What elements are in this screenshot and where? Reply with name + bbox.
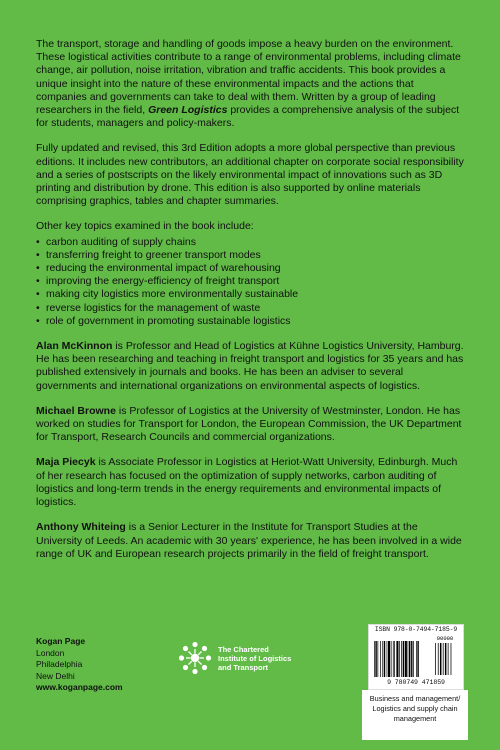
intro-paragraph-1	[36, 38, 466, 130]
list-item: • reducing the environmental impact of warehousing	[36, 262, 466, 275]
author-bio	[36, 456, 466, 509]
author-name: Alan McKinnon	[36, 340, 113, 353]
publisher-name: Kogan Page	[36, 636, 86, 646]
cilt-name-line: and Transport	[218, 662, 269, 672]
cilt-logo	[178, 641, 306, 675]
intro-text-a: The transport, storage and handling of goods impose a heavy burden on the environment. These logistical activities contribute to a range of environmental problems, including climate change, air pollution, noise irritation, vibration and traffic accidents. This book provides a unique insight into the nature of these environmental impacts and the actions that companies and governments can take to deal with them. Written by a group of leading researchers in the field,	[36, 38, 461, 117]
author-bio-text: is a Senior Lecturer in the Institute for Transport Studies at the University of Leeds. An academic with 30 years' experience, he has been involved in a wide range of UK and European research projects primarily in the field of freight transport.	[36, 521, 462, 560]
list-item: • reverse logistics for the management of waste	[36, 302, 466, 315]
subject-line: Logistics and supply chain	[372, 704, 458, 713]
list-item: • carbon auditing of supply chains	[36, 236, 466, 249]
list-item: • making city logistics more environmentally sustainable	[36, 288, 466, 301]
book-title: Green Logistics	[148, 104, 228, 117]
subject-line: Business and management/	[369, 694, 461, 703]
author-bio	[36, 340, 466, 393]
publisher-url[interactable]: www.koganpage.com	[36, 682, 123, 692]
cilt-name-line: Institute of Logistics	[218, 653, 292, 663]
barcode-bars-icon	[373, 635, 459, 679]
publisher-city: New Delhi	[36, 670, 75, 681]
cilt-name	[218, 645, 306, 672]
author-bio	[36, 405, 466, 445]
author-bio-text: is Professor and Head of Logistics at Kühne Logistics University, Hamburg. He has been researching and teaching in freight transport and logistics for 35 years and has published extensively in journals and books. He has been an adviser to several governments and international organizations on environmental aspects of logistics.	[36, 340, 464, 392]
list-item: • improving the energy-efficiency of freight transport	[36, 275, 466, 288]
author-bio-text: is Associate Professor in Logistics at Heriot-Watt University, Edinburgh. Much of her research has focused on the optimization of supply networks, carbon auditing of logistics and long-term trends in the energy requirements and environmental impacts of logistics.	[36, 456, 458, 509]
author-bio-text: is Professor of Logistics at the University of Westminster, London. He has worked on studies for Transport for London, the European Commission, the UK Department for Transport, Research Councils and commercial organizations.	[36, 404, 462, 444]
author-name: Michael Browne	[36, 404, 116, 417]
publisher-city: London	[36, 647, 65, 658]
isbn-label: ISBN 978-0-7494-7185-9	[374, 626, 458, 633]
publisher-block	[36, 636, 123, 694]
subject-line: management	[393, 714, 437, 723]
topics-heading: Other key topics examined in the book include:	[36, 220, 254, 233]
barcode-addon-digits: 90000	[436, 635, 454, 642]
cover-text	[36, 38, 466, 573]
author-name: Anthony Whiteing	[36, 521, 126, 534]
cilt-emblem-icon	[178, 641, 212, 675]
author-bio	[36, 521, 466, 561]
publisher-city: Philadelphia	[36, 659, 83, 669]
list-item: • transferring freight to greener transport modes	[36, 249, 466, 262]
barcode	[368, 624, 464, 690]
ean-digits: 9 780749 471859	[387, 679, 445, 686]
topics-list	[36, 236, 466, 328]
list-item: • role of government in promoting sustainable logistics	[36, 315, 466, 328]
subject-category	[362, 690, 468, 740]
intro-text-b: provides a comprehensive analysis of the subject for students, managers and policy-makers.	[36, 104, 460, 130]
cilt-name-line: The Chartered	[218, 644, 269, 654]
intro-paragraph-2: Fully updated and revised, this 3rd Edition adopts a more global perspective than previous editions. It includes new contributors, an additional chapter on corporate social responsibility and a series of postscripts on the likely environmental impact of innovations such as 3D printing and distribution by drone. This edition is also supported by online materials comprising graphics, tables and chapter summaries.	[36, 142, 464, 208]
author-name: Maja Piecyk	[36, 456, 96, 469]
